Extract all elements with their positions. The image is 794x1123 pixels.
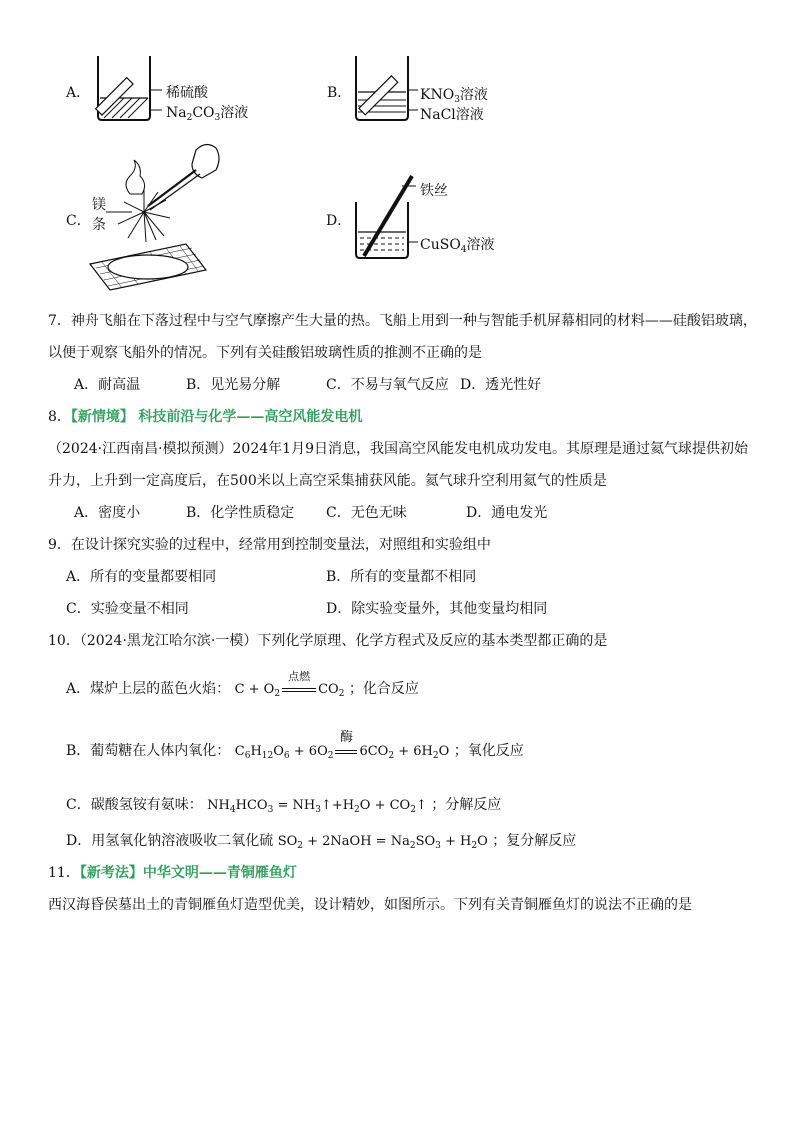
q8-heading: 8．【新情境】 科技前沿与化学——高空风能发电机 xyxy=(48,409,363,425)
q10-option-d-equation: $SO_2$ + 2NaOH = $Na_2SO_3 + H_2O$ xyxy=(277,834,488,851)
q7-option-b[interactable]: B．见光易分解 xyxy=(186,377,281,393)
q10-option-b-equation: $C_6H_{12}O_6 + 6O_2$ 酶 $6CO_2 + 6H_2O$ xyxy=(235,744,450,759)
q9-option-d[interactable]: D．除实验变量外，其他变量均相同 xyxy=(326,601,548,617)
q9-option-c[interactable]: C．实验变量不相同 xyxy=(66,601,189,617)
q11-heading: 11．【新考法】中华文明——青铜雁鱼灯 xyxy=(48,865,297,881)
q10-option-d[interactable]: D．用氢氧化钠溶液吸收二氧化硫 $SO_2$ + 2NaOH = $Na_2SO_3 + H_2O$ ；复分解反应 xyxy=(66,833,577,851)
option-a-letter[interactable]: A． xyxy=(66,85,91,101)
q9-option-b[interactable]: B．所有的变量都不相同 xyxy=(326,569,477,585)
option-b-upper-label: $KNO_3$溶液 xyxy=(420,87,488,105)
magnesium-burning-figure xyxy=(88,140,228,290)
option-d-upper-label: 铁丝 xyxy=(420,183,448,199)
option-d-lower-label: CuSO$_4$溶液 xyxy=(420,237,495,255)
q8-option-d[interactable]: D．通电发光 xyxy=(466,505,548,521)
q7-option-a[interactable]: A．耐高温 xyxy=(74,377,141,393)
q11-stem: 西汉海昏侯墓出土的青铜雁鱼灯造型优美，设计精妙，如图所示。下列有关青铜雁鱼灯的说法不正确的是 xyxy=(48,897,692,913)
option-b-letter[interactable]: B． xyxy=(327,85,352,101)
option-c-item-bottom: 条 xyxy=(92,217,106,233)
q8-stem-line2: 升力，上升到一定高度后，在500米以上高空采集捕获风能。氦气球升空利用氦气的性质是 xyxy=(48,473,607,489)
q9-option-a[interactable]: A．所有的变量都要相同 xyxy=(66,569,217,585)
q8-option-a[interactable]: A．密度小 xyxy=(74,505,141,521)
q7-stem-line1: 7．神舟飞船在下落过程中与空气摩擦产生大量的热。飞船上用到一种与智能手机屏幕相同的材料——硅酸铝玻璃， xyxy=(48,313,757,329)
q8-option-c[interactable]: C．无色无味 xyxy=(326,505,407,521)
q9-stem: 9．在设计探究实验的过程中，经常用到控制变量法，对照组和实验组中 xyxy=(48,537,491,553)
q10-stem: 10．（2024·黑龙江哈尔滨·一模）下列化学原理、化学方程式及反应的基本类型都正确的是 xyxy=(48,633,608,649)
q10-option-c-equation: $NH_4HCO_3$ = $NH_3↑+H_2O$ + $CO_2↑$ xyxy=(207,798,427,815)
option-a-upper-label: 稀硫酸 xyxy=(166,85,208,101)
q8-option-b[interactable]: B．化学性质稳定 xyxy=(186,505,295,521)
beaker-b-figure xyxy=(352,54,412,124)
option-c-letter[interactable]: C． xyxy=(66,213,91,229)
q10-option-a-equation: $C + O_2$ 点燃 $CO_2$ xyxy=(234,670,345,699)
q11-topic: 中华文明——青铜雁鱼灯 xyxy=(142,865,297,881)
q7-stem-line2: 以便于观察飞船外的情况。下列有关硅酸铝玻璃性质的推测不正确的是 xyxy=(48,345,482,361)
q7-option-d[interactable]: D．透光性好 xyxy=(460,377,542,393)
q8-topic: 科技前沿与化学——高空风能发电机 xyxy=(138,409,363,425)
option-c-item-top: 镁 xyxy=(92,197,106,213)
q7-option-c[interactable]: C．不易与氧气反应 xyxy=(326,377,449,393)
q10-option-a[interactable]: A．煤炉上层的蓝色火焰： $C + O_2$ 点燃 $CO_2$ ；化合反应 xyxy=(66,670,419,699)
q8-stem-line1: （2024·江西南昌·模拟预测）2024年1月9日消息，我国高空风能发电机成功发电。其原理是通过氦气球提供初始 xyxy=(48,441,748,457)
option-d-letter[interactable]: D． xyxy=(326,213,352,229)
condition-enzyme: 酶 xyxy=(339,730,353,745)
q10-option-c[interactable]: C．碳酸氢铵有氨味： $NH_4HCO_3$ = $NH_3↑+H_2O$ + $CO_2↑$ ；分解反应 xyxy=(66,797,502,815)
q11-tag: 【新考法】 xyxy=(79,865,143,881)
beaker-a-figure xyxy=(94,54,154,124)
option-b-lower-label: NaCl溶液 xyxy=(420,107,484,123)
q8-tag: 【新情境】 xyxy=(70,409,134,425)
option-a-lower-label: $Na_2CO_3$溶液 xyxy=(166,105,249,123)
condition-ignite: 点燃 xyxy=(288,670,311,683)
q10-option-b[interactable]: B．葡萄糖在人体内氧化： $C_6H_{12}O_6 + 6O_2$ 酶 $6CO_2 + 6H_2O$ ；氧化反应 xyxy=(66,740,524,761)
